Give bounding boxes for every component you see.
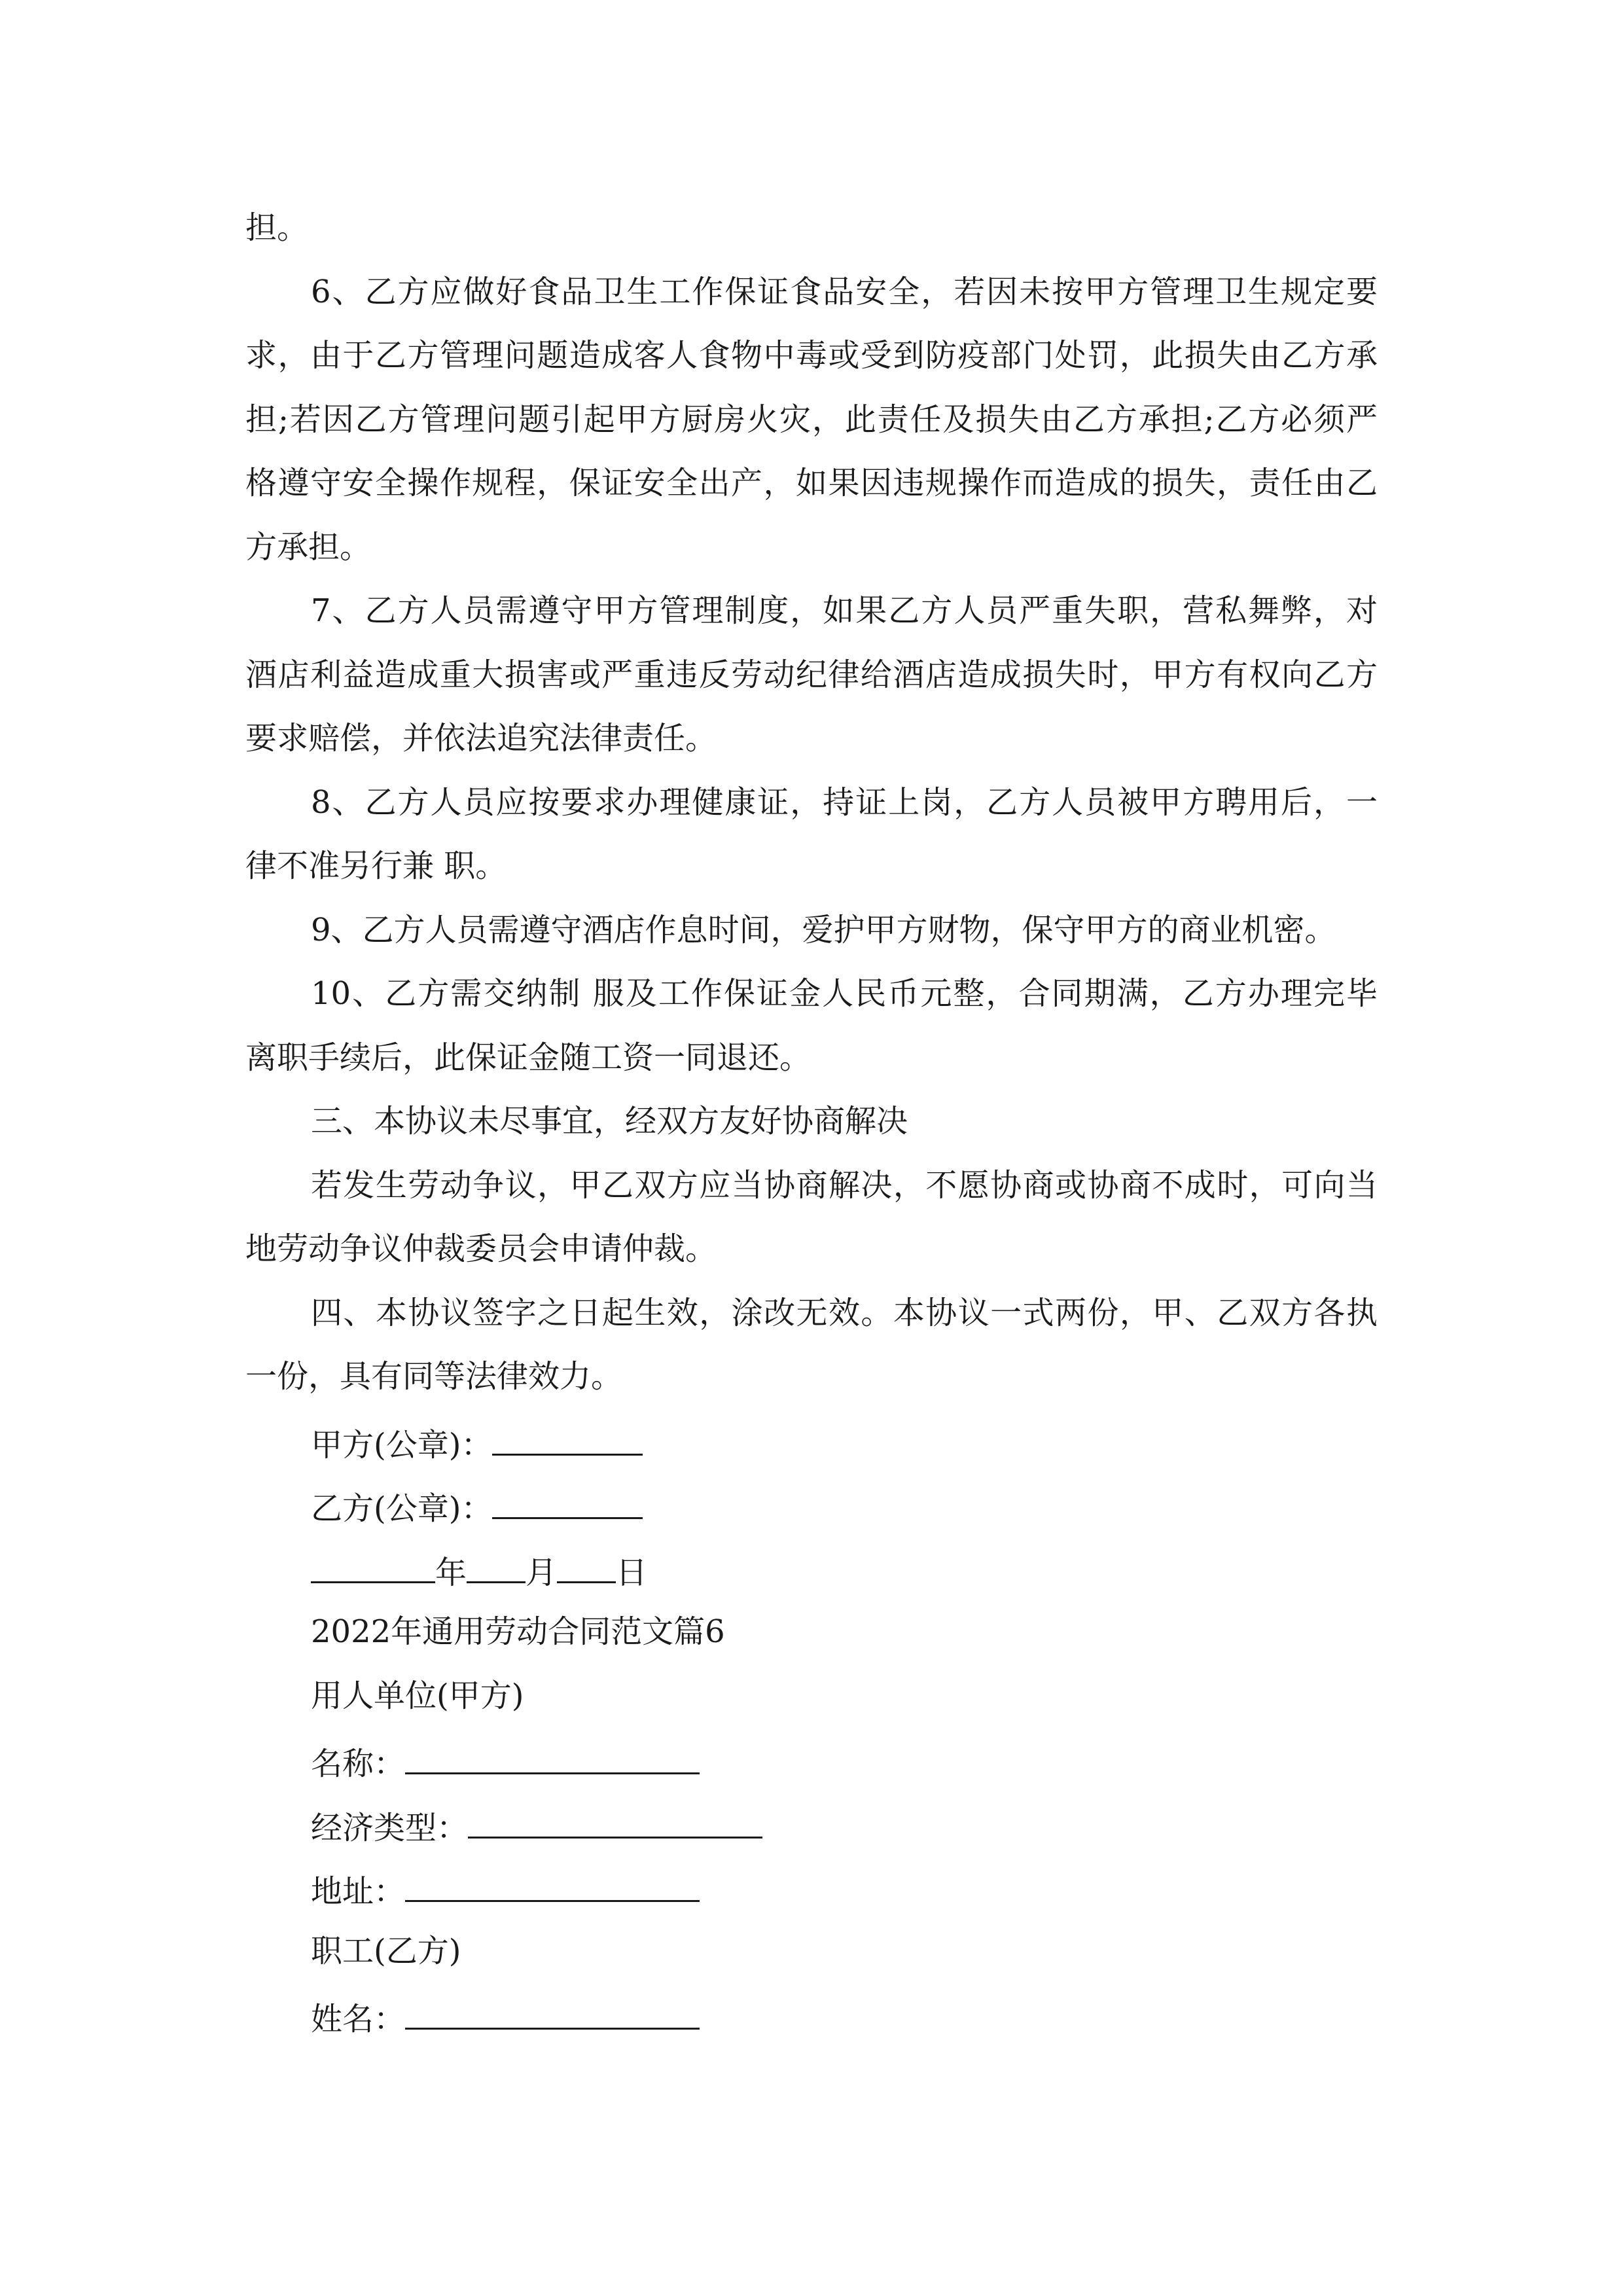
economic-type-blank[interactable] <box>468 1799 762 1839</box>
employer-name-row <box>245 1734 1378 1799</box>
address-blank[interactable] <box>405 1862 700 1902</box>
paragraph-line: 求，由于乙方管理问题造成客人食物中毒或受到防疫部门处罚，此损失由乙方承 <box>245 337 1378 374</box>
paragraph-line: 律不准另行兼 职。 <box>245 848 507 884</box>
section-title: 2022年通用劳动合同范文篇6 <box>311 1613 725 1650</box>
employer-name-blank[interactable] <box>405 1734 700 1774</box>
paragraph-line: 担。 <box>245 209 309 246</box>
paragraph-line: 7、乙方人员需遵守甲方管理制度，如果乙方人员严重失职，营私舞弊，对 <box>311 592 1378 629</box>
employee-name-blank[interactable] <box>405 1990 700 2030</box>
economic-type-row <box>245 1799 1378 1863</box>
paragraph-line: 酒店利益造成重大损害或严重违反劳动纪律给酒店造成损失时，甲方有权向乙方 <box>245 656 1378 693</box>
month-blank[interactable] <box>467 1543 526 1583</box>
section-heading: 三、本协议未尽事宜，经双方友好协商解决 <box>311 1103 908 1139</box>
paragraph-line: 格遵守安全操作规程，保证安全出产，如果因违规操作而造成的损失，责任由乙 <box>245 465 1378 501</box>
paragraph-line: 8、乙方人员应按要求办理健康证，持证上岗，乙方人员被甲方聘用后，一 <box>311 783 1378 821</box>
party-b-seal-line <box>245 1479 1378 1543</box>
employee-name-row <box>245 1990 1378 2054</box>
paragraph-line: 一份，具有同等法律效力。 <box>245 1358 623 1395</box>
paragraph-line: 担;若因乙方管理问题引起甲方厨房火灾，此责任及损失由乙方承担;乙方必须严 <box>245 401 1378 438</box>
paragraph-line: 离职手续后，此保证金随工资一同退还。 <box>245 1039 812 1076</box>
paragraph-line: 四、本协议签字之日起生效，涂改无效。本协议一式两份，甲、乙双方各执 <box>311 1294 1378 1331</box>
day-label: 日 <box>616 1554 648 1591</box>
party-b-seal-label: 乙方(公章)： <box>311 1490 493 1527</box>
month-label: 月 <box>526 1554 558 1591</box>
date-line <box>245 1543 1378 1607</box>
day-blank[interactable] <box>557 1543 616 1583</box>
paragraph-line: 方承担。 <box>245 528 372 565</box>
party-b-seal-blank[interactable] <box>492 1479 643 1519</box>
document-body <box>245 203 1378 2054</box>
paragraph-line: 要求赔偿，并依法追究法律责任。 <box>245 720 717 757</box>
paragraph-line: 10、乙方需交纳制 服及工作保证金人民币元整，合同期满，乙方办理完毕 <box>311 975 1378 1012</box>
employee-heading: 职工(乙方) <box>311 1932 461 1969</box>
employee-name-label: 姓名： <box>311 2001 406 2037</box>
economic-type-label: 经济类型： <box>311 1809 469 1846</box>
year-blank[interactable] <box>311 1543 435 1583</box>
party-a-seal-label: 甲方(公章)： <box>311 1426 493 1463</box>
party-a-seal-blank[interactable] <box>492 1416 643 1456</box>
employer-heading: 用人单位(甲方) <box>311 1677 524 1714</box>
year-label: 年 <box>435 1554 467 1591</box>
paragraph-line: 若发生劳动争议，甲乙双方应当协商解决，不愿协商或协商不成时，可向当 <box>311 1166 1378 1204</box>
address-row <box>245 1862 1378 1926</box>
address-label: 地址： <box>311 1873 406 1910</box>
party-a-seal-line <box>245 1416 1378 1480</box>
paragraph-line: 6、乙方应做好食品卫生工作保证食品安全，若因未按甲方管理卫生规定要 <box>311 273 1378 310</box>
employer-name-label: 名称： <box>311 1746 406 1782</box>
paragraph-line: 9、乙方人员需遵守酒店作息时间，爱护甲方财物，保守甲方的商业机密。 <box>311 911 1336 948</box>
paragraph-line: 地劳动争议仲裁委员会申请仲裁。 <box>245 1230 717 1267</box>
